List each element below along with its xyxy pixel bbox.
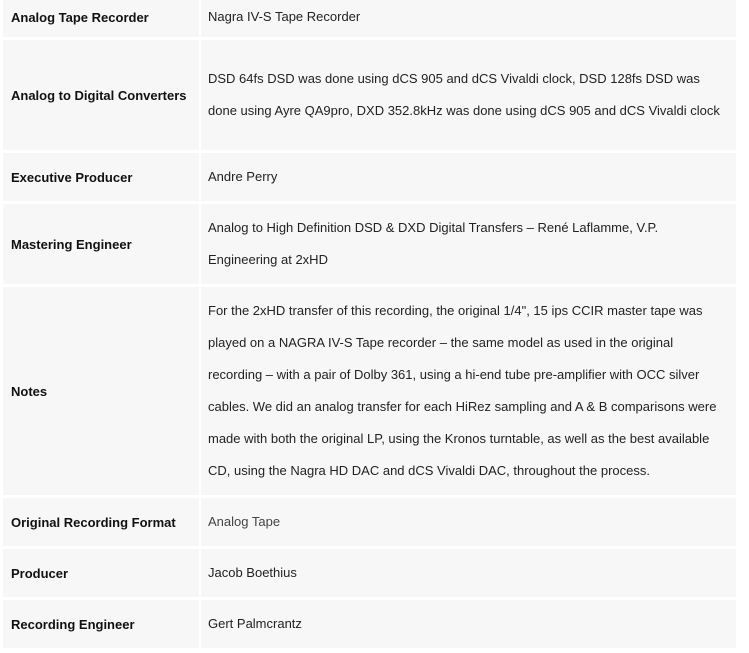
row-value: DSD 64fs DSD was done using dCS 905 and dCS Vivaldi clock, DSD 128fs DSD was done using Ayre QA9pro, DXD 352.8kHz was done using dCS 905 and dCS Vivaldi clock	[208, 71, 720, 118]
row-label: Executive Producer	[11, 169, 133, 185]
row-label-cell	[3, 40, 199, 150]
row-label-cell	[3, 600, 199, 648]
row-value-cell	[201, 600, 736, 648]
row-value: Andre Perry	[208, 169, 278, 184]
table-row	[3, 40, 736, 150]
row-value: Gert Palmcrantz	[208, 616, 302, 631]
row-label: Analog to Digital Converters	[11, 87, 187, 103]
row-value-cell	[201, 153, 736, 201]
row-label-cell	[3, 549, 199, 597]
row-value: Analog to High Definition DSD & DXD Digital Transfers – René Laflamme, V.P. Engineering at 2xHD	[208, 220, 659, 267]
row-label-cell	[3, 498, 199, 546]
row-value: For the 2xHD transfer of this recording, the original 1/4", 15 ips CCIR master tape was played on a NAGRA IV-S Tape recorder – the same model as used in the original recording – with a pair of Dolby 361, using a hi-end tube pre-amplifier with OCC silver cables. We did an analog transfer for each HiRez sampling and A & B comparisons were made with both the original LP, using the Kronos turntable, as well as the best available CD, using the Nagra HD DAC and dCS Vivaldi DAC, throughout the process.	[208, 303, 717, 478]
row-label: Notes	[11, 383, 48, 399]
table-row	[3, 0, 736, 37]
row-label: Producer	[11, 565, 69, 581]
row-value-cell	[201, 498, 736, 546]
table-row	[3, 153, 736, 201]
details-table	[3, 0, 736, 651]
table-row	[3, 287, 736, 495]
row-label-cell	[3, 153, 199, 201]
row-value: Nagra IV-S Tape Recorder	[208, 9, 361, 24]
table-row	[3, 204, 736, 284]
row-value-cell	[201, 287, 736, 495]
table-row	[3, 549, 736, 597]
row-label: Analog Tape Recorder	[11, 9, 149, 25]
row-value: Jacob Boethius	[208, 565, 297, 580]
row-label: Mastering Engineer	[11, 236, 132, 252]
row-value-cell	[201, 0, 736, 37]
table-row	[3, 498, 736, 546]
row-label-cell	[3, 0, 199, 37]
table-row	[3, 600, 736, 648]
row-label: Original Recording Format	[11, 514, 176, 530]
row-label: Recording Engineer	[11, 616, 135, 632]
row-label-cell	[3, 204, 199, 284]
row-label-cell	[3, 287, 199, 495]
row-value-cell	[201, 40, 736, 150]
row-value-cell	[201, 204, 736, 284]
row-value-cell	[201, 549, 736, 597]
row-value: Analog Tape	[208, 514, 281, 529]
